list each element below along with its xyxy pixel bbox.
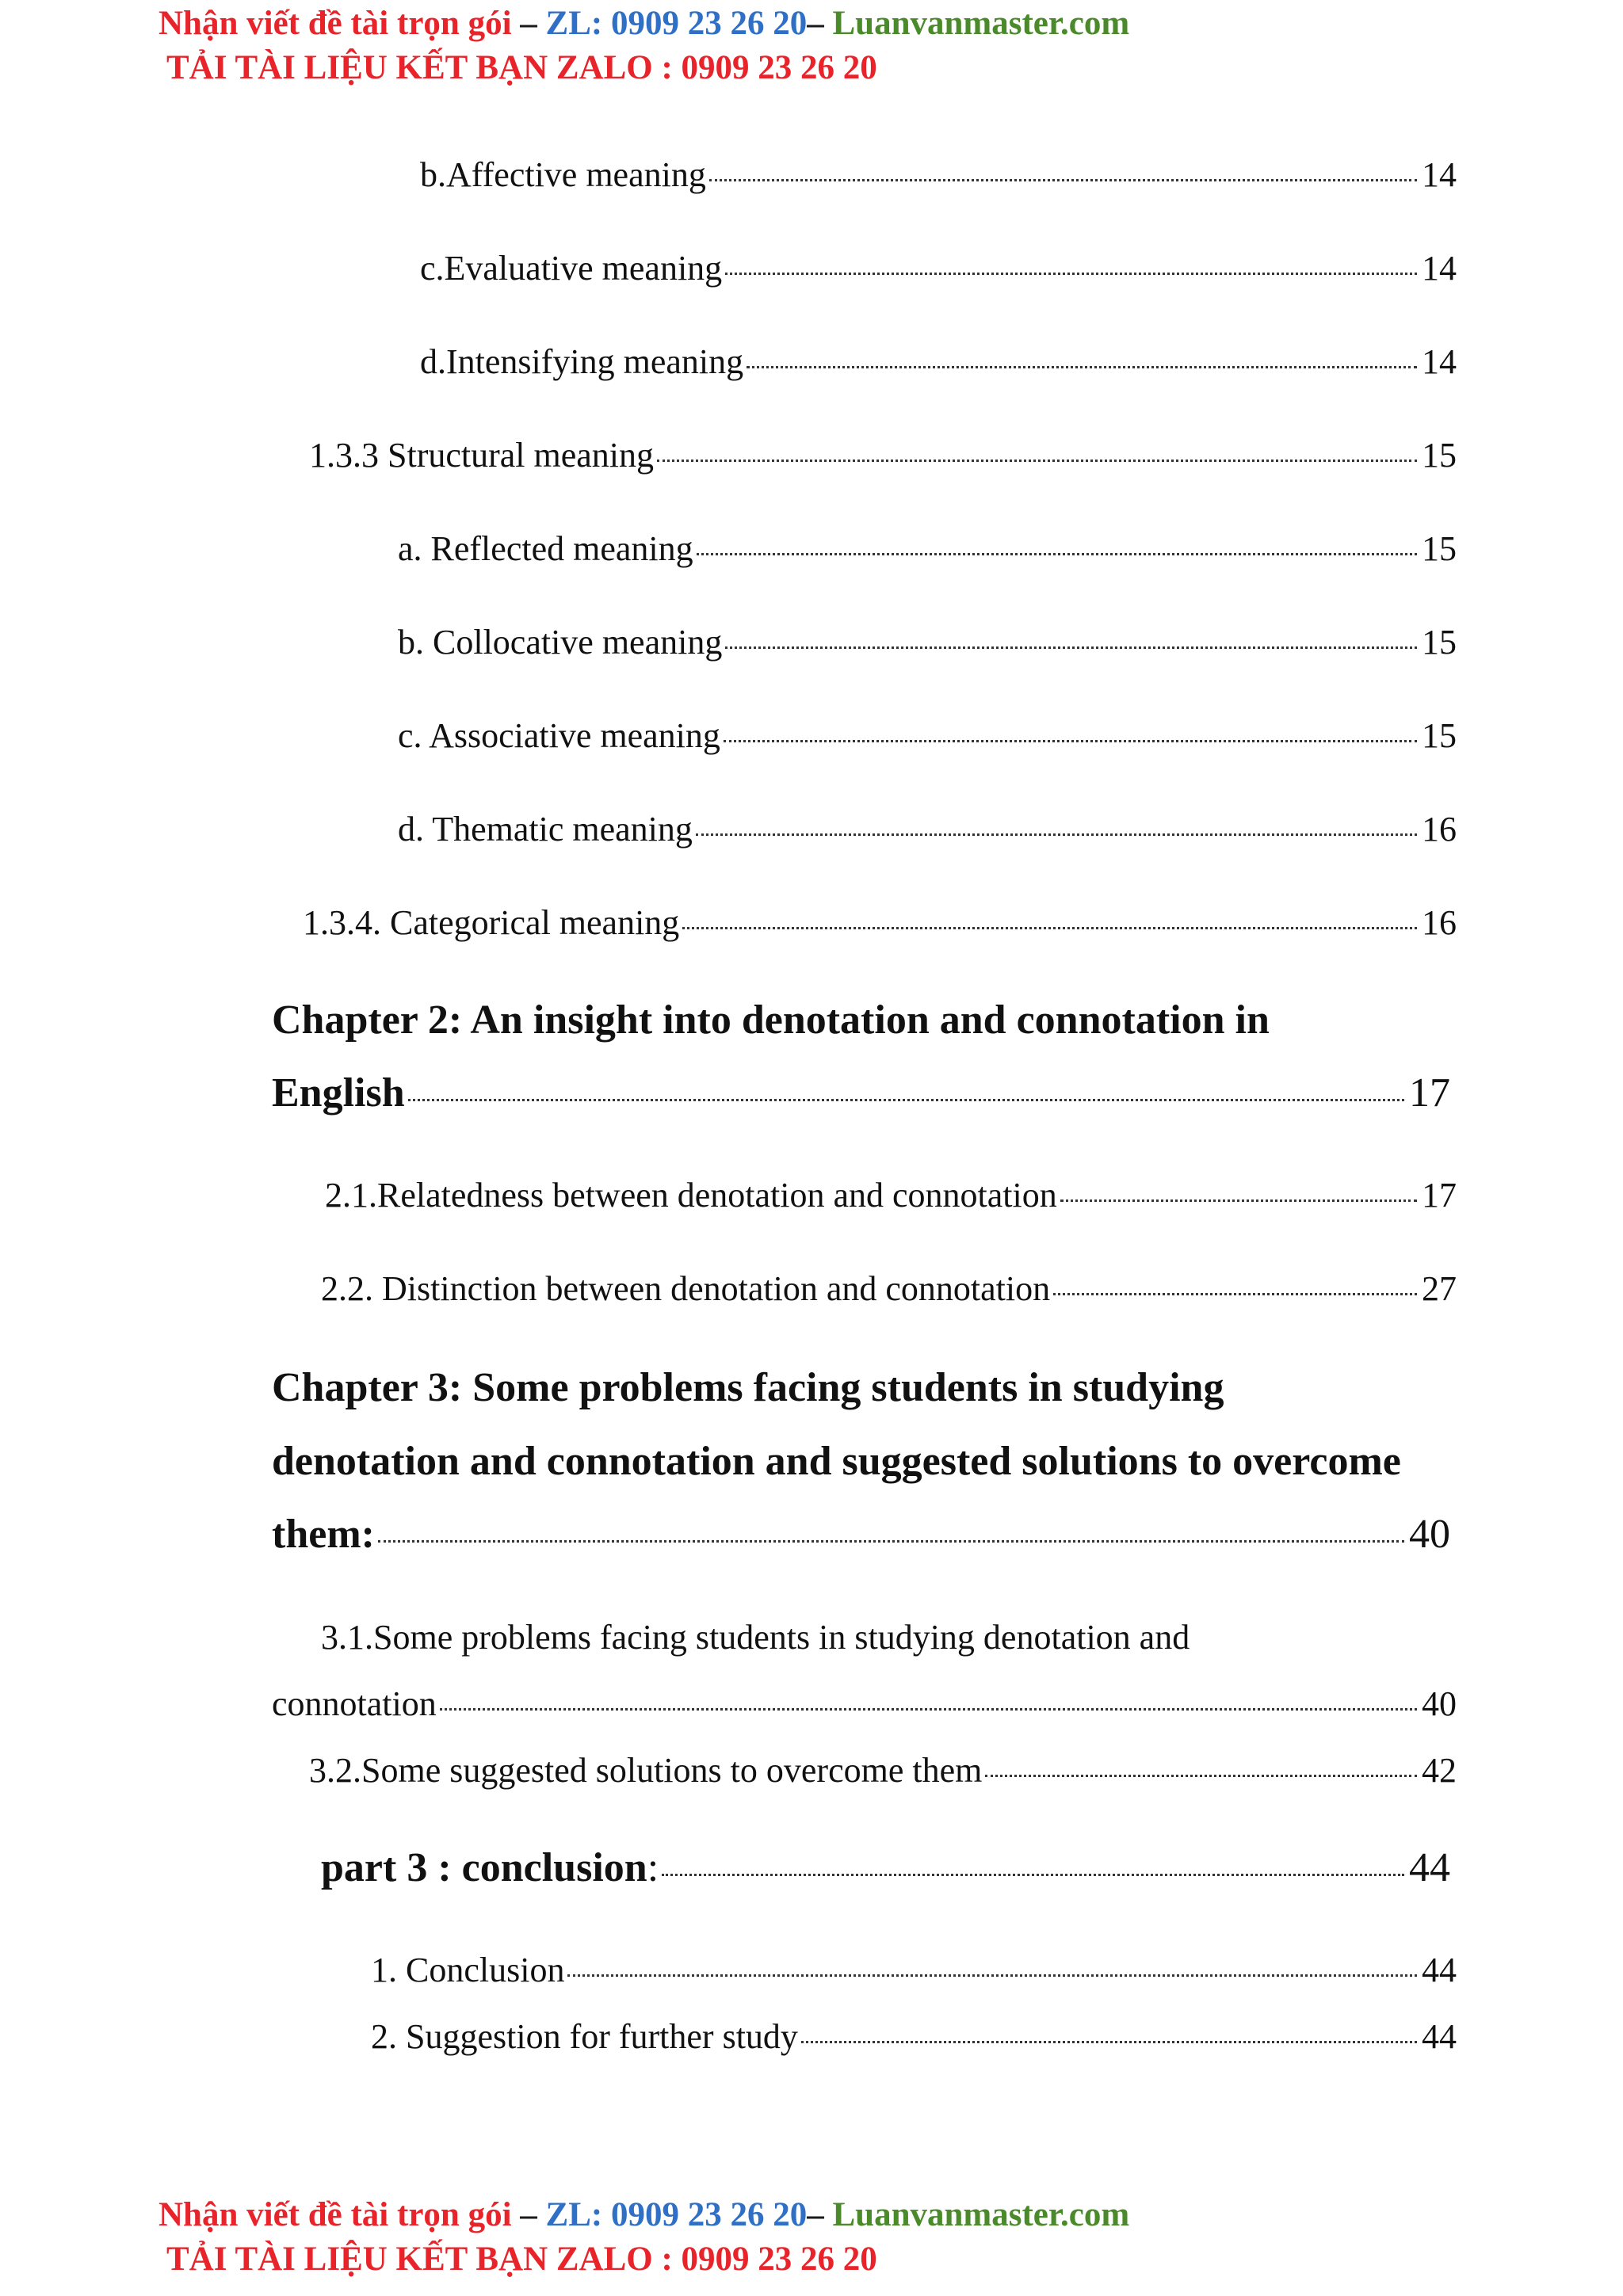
toc-entry[interactable]: d. Thematic meaning 16: [398, 810, 1457, 849]
footer-service-text: Nhận viết đề tài trọn gói: [158, 2196, 512, 2233]
footer-site-link[interactable]: Luanvanmaster.com: [832, 2196, 1130, 2233]
header-service-text: Nhận viết đề tài trọn gói: [158, 5, 512, 42]
toc-entry[interactable]: 2.2. Distinction between denotation and connotation 27: [321, 1269, 1457, 1308]
footer-line-1: Nhận viết đề tài trọn gói – ZL: 0909 23 26 20– Luanvanmaster.com: [158, 2196, 1130, 2233]
toc-entry[interactable]: 2.1.Relatedness between denotation and connotation 17: [325, 1176, 1457, 1215]
toc-entry[interactable]: b. Collocative meaning 15: [398, 623, 1457, 662]
toc-entry[interactable]: connotation 40: [272, 1684, 1457, 1723]
chapter-2-heading: Chapter 2: An insight into denotation and connotation in: [272, 997, 1270, 1043]
toc-entry[interactable]: 1.3.3 Structural meaning 15: [309, 436, 1457, 475]
toc-entry-chapter-2[interactable]: English 17: [272, 1070, 1450, 1116]
header-site-link[interactable]: Luanvanmaster.com: [832, 5, 1130, 42]
header-zalo-phone: ZL: 0909 23 26 20: [545, 5, 808, 42]
footer-banner: [158, 2198, 1129, 2286]
toc-entry[interactable]: 1. Conclusion 44: [371, 1951, 1457, 1989]
header-banner: [158, 6, 1129, 95]
toc-entry[interactable]: 3.2.Some suggested solutions to overcome them 42: [309, 1751, 1457, 1790]
toc-entry[interactable]: b.Affective meaning 14: [420, 155, 1457, 194]
footer-zalo-phone: ZL: 0909 23 26 20: [545, 2196, 808, 2233]
toc-entry-chapter-3[interactable]: them: 40: [272, 1512, 1450, 1557]
toc-entry[interactable]: c.Evaluative meaning 14: [420, 249, 1457, 288]
header-line-2: TẢI TÀI LIỆU KẾT BẠN ZALO : 0909 23 26 20: [166, 49, 877, 86]
footer-line-2: TẢI TÀI LIỆU KẾT BẠN ZALO : 0909 23 26 20: [166, 2241, 877, 2278]
toc-entry[interactable]: 1.3.4. Categorical meaning 16: [303, 903, 1457, 942]
chapter-3-heading: Chapter 3: Some problems facing students in studying: [272, 1365, 1224, 1410]
toc-entry-part-3[interactable]: part 3 : conclusion : 44: [321, 1845, 1450, 1890]
toc-entry[interactable]: a. Reflected meaning 15: [398, 529, 1457, 568]
toc-entry-text: 3.1.Some problems facing students in studying denotation and: [321, 1618, 1190, 1657]
toc-entry[interactable]: 2. Suggestion for further study 44: [371, 2017, 1457, 2056]
toc-entry[interactable]: c. Associative meaning 15: [398, 716, 1457, 755]
header-line-1: Nhận viết đề tài trọn gói – ZL: 0909 23 26 20– Luanvanmaster.com: [158, 5, 1130, 42]
toc-entry[interactable]: d.Intensifying meaning 14: [420, 342, 1457, 381]
chapter-3-heading-cont: denotation and connotation and suggested solutions to overcome: [272, 1439, 1401, 1484]
